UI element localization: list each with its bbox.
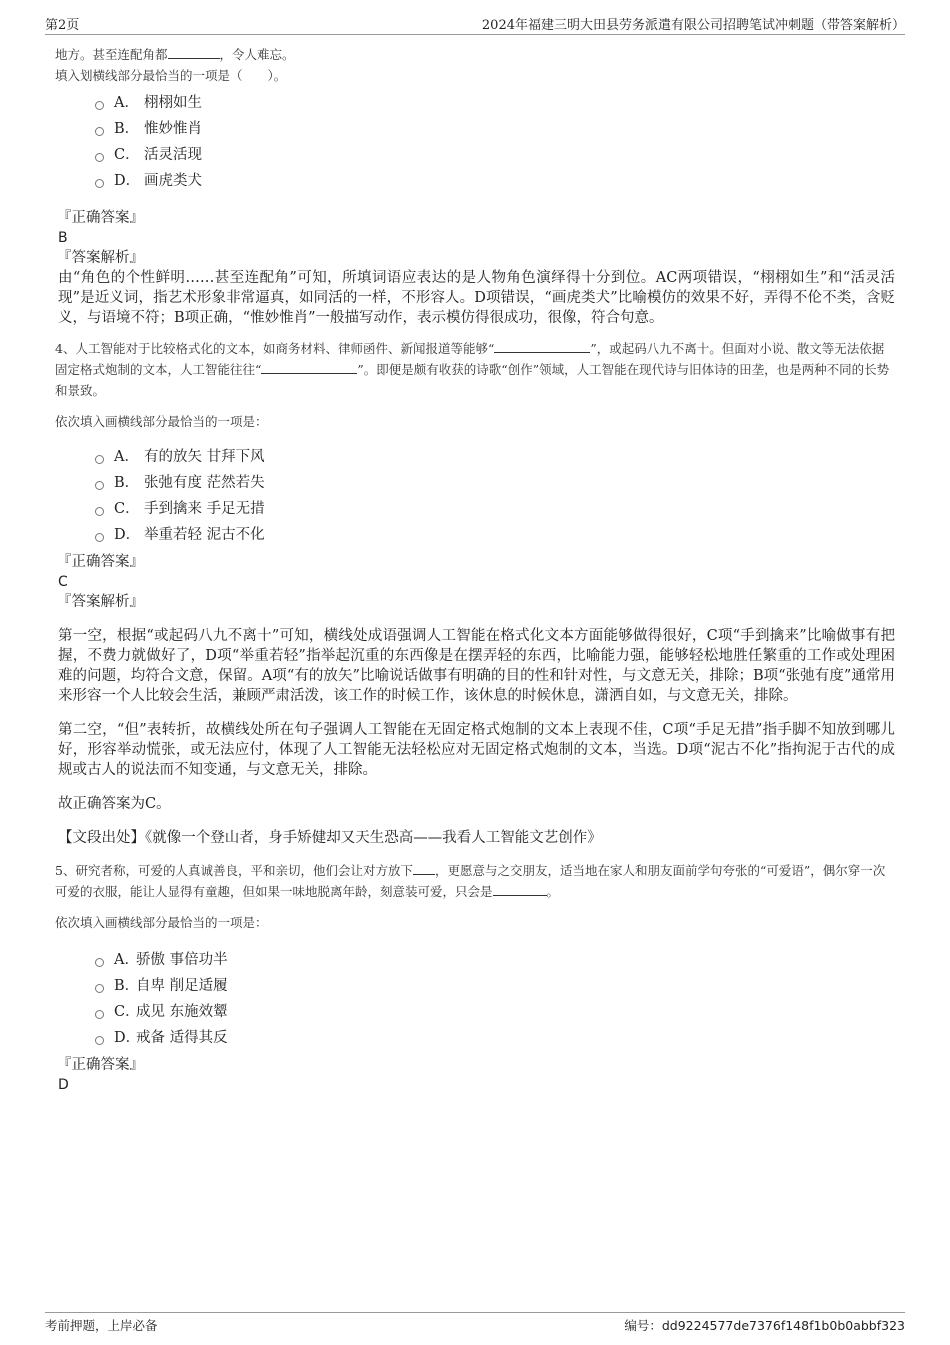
- analysis-paragraph: 第二空，“但”表转折，故横线处所在句子强调人工智能在无固定格式炮制的文本上表现不佳，C项“手足无措”指手脚不知放到哪儿好，形容举动慌张，或无法应付，体现了人工智能无法轻松应对无固定格式炮制的文本，当选。D项“泥古不化”指拘泥于古代的成规或古人的说法而不知变通，与文意无关，排除。: [58, 722, 895, 778]
- source-citation: 【文段出处】《就像一个登山者，身手矫健却又天生恐高——我看人工智能文艺创作》: [58, 830, 602, 846]
- fill-blank: [493, 881, 547, 896]
- radio-icon[interactable]: [95, 481, 104, 490]
- question-stem: 5、研究者称，可爱的人真诚善良，平和亲切，他们会让对方放下 ，更愿意与之交朋友，适当地在家人和朋友面前学句夸张的“可爱语”，偶尔穿一次可爱的衣服，能让人显得有童趣，但如果一味地脱离年龄，刻意装可爱，只会是 。: [55, 860, 895, 902]
- question-stem: 地方。甚至连配角都 ，令人难忘。: [55, 44, 895, 65]
- correct-answer: D: [58, 1077, 69, 1093]
- option-list: [55, 90, 895, 194]
- option-d[interactable]: D． 举重若轻 泥古不化: [95, 522, 895, 548]
- option-c[interactable]: C． 手到擒来 手足无措: [95, 496, 895, 522]
- option-d[interactable]: D． 戒备 适得其反: [95, 1025, 895, 1051]
- correct-answer: B: [58, 230, 68, 246]
- answer-label: 『正确答案』: [57, 554, 144, 570]
- question-instruction: 依次填入画横线部分最恰当的一项是：: [55, 915, 268, 930]
- radio-icon[interactable]: [95, 127, 104, 136]
- radio-icon[interactable]: [95, 455, 104, 464]
- radio-icon[interactable]: [95, 101, 104, 110]
- page-footer: [45, 1312, 905, 1335]
- option-c[interactable]: C． 活灵活现: [95, 142, 895, 168]
- radio-icon[interactable]: [95, 958, 104, 967]
- analysis-paragraph: 第一空，根据“或起码八九不离十”可知，横线处成语强调人工智能在格式化文本方面能够做得很好，C项“手到擒来”比喻做事有把握，不费力就做好了，D项“举重若轻”指举起沉重的东西像是在摆弄轻的东西，比喻能力强，能够轻松地胜任繁重的工作或处理困难的问题，均符合文意，保留。A项“有的放矢”比喻说话做事有明确的目的性和针对性，与文意无关，排除；B项“张弛有度”通常用来形容一个人比较会生活，兼顾严肃活泼，该工作的时候工作，该休息的时候休息，潇洒自如，与文意无关，排除。: [58, 628, 895, 704]
- option-b[interactable]: B． 张弛有度 茫然若失: [95, 470, 895, 496]
- radio-icon[interactable]: [95, 153, 104, 162]
- option-b[interactable]: B． 自卑 削足适履: [95, 973, 895, 999]
- radio-icon[interactable]: [95, 1036, 104, 1045]
- fill-blank: [413, 860, 435, 875]
- fill-blank: [261, 359, 357, 374]
- question-4: [55, 338, 895, 848]
- analysis-conclusion: 故正确答案为C。: [58, 796, 171, 812]
- footer-slogan: 考前押题，上岸必备: [45, 1318, 158, 1333]
- option-list: [55, 947, 895, 1051]
- page-content: [55, 44, 895, 1095]
- answer-label: 『正确答案』: [57, 1057, 144, 1073]
- question-instruction: 填入划横线部分最恰当的一项是（ ）。: [55, 68, 287, 83]
- question-3: [55, 44, 895, 328]
- document-code: 编号：dd9224577de7376f148f1b0b0abbf323: [624, 1318, 905, 1333]
- question-5: [55, 860, 895, 1095]
- option-c[interactable]: C． 成见 东施效颦: [95, 999, 895, 1025]
- option-a[interactable]: A． 栩栩如生: [95, 90, 895, 116]
- option-b[interactable]: B． 惟妙惟肖: [95, 116, 895, 142]
- document-title: 2024年福建三明大田县劳务派遣有限公司招聘笔试冲刺题（带答案解析）: [481, 18, 905, 33]
- option-a[interactable]: A． 有的放矢 甘拜下风: [95, 444, 895, 470]
- analysis-label: 『答案解析』: [57, 594, 144, 610]
- radio-icon[interactable]: [95, 179, 104, 188]
- answer-label: 『正确答案』: [57, 210, 144, 226]
- radio-icon[interactable]: [95, 507, 104, 516]
- option-d[interactable]: D． 画虎类犬: [95, 168, 895, 194]
- page-number: 第2页: [45, 18, 80, 33]
- question-instruction: 依次填入画横线部分最恰当的一项是：: [55, 414, 268, 429]
- analysis-text: 由“角色的个性鲜明……甚至连配角”可知，所填词语应表达的是人物角色演绎得十分到位。AC两项错误，“栩栩如生”和“活灵活现”是近义词，指艺术形象非常逼真，如同活的一样，不形容人。D项错误，“画虎类犬”比喻模仿的效果不好，弄得不伦不类，含贬义，与语境不符；B项正确，“惟妙惟肖”一般描写动作，表示模仿得很成功，很像，符合句意。: [58, 270, 895, 326]
- option-a[interactable]: A． 骄傲 事倍功半: [95, 947, 895, 973]
- radio-icon[interactable]: [95, 533, 104, 542]
- radio-icon[interactable]: [95, 984, 104, 993]
- question-stem: 4、人工智能对于比较格式化的文本，如商务材料、律师函件、新闻报道等能够“ ”，或起码八九不离十。但面对小说、散文等无法依据固定格式炮制的文本，人工智能往往“ ”。即便是颇有收获的诗歌“创作”领域，人工智能在现代诗与旧体诗的田垄，也是两种不同的长势和景致。: [55, 338, 895, 401]
- option-list: [55, 444, 895, 548]
- fill-blank: [168, 44, 220, 59]
- fill-blank: [494, 338, 590, 353]
- analysis-label: 『答案解析』: [57, 250, 144, 266]
- radio-icon[interactable]: [95, 1010, 104, 1019]
- correct-answer: C: [58, 574, 68, 590]
- page-header: [45, 14, 905, 35]
